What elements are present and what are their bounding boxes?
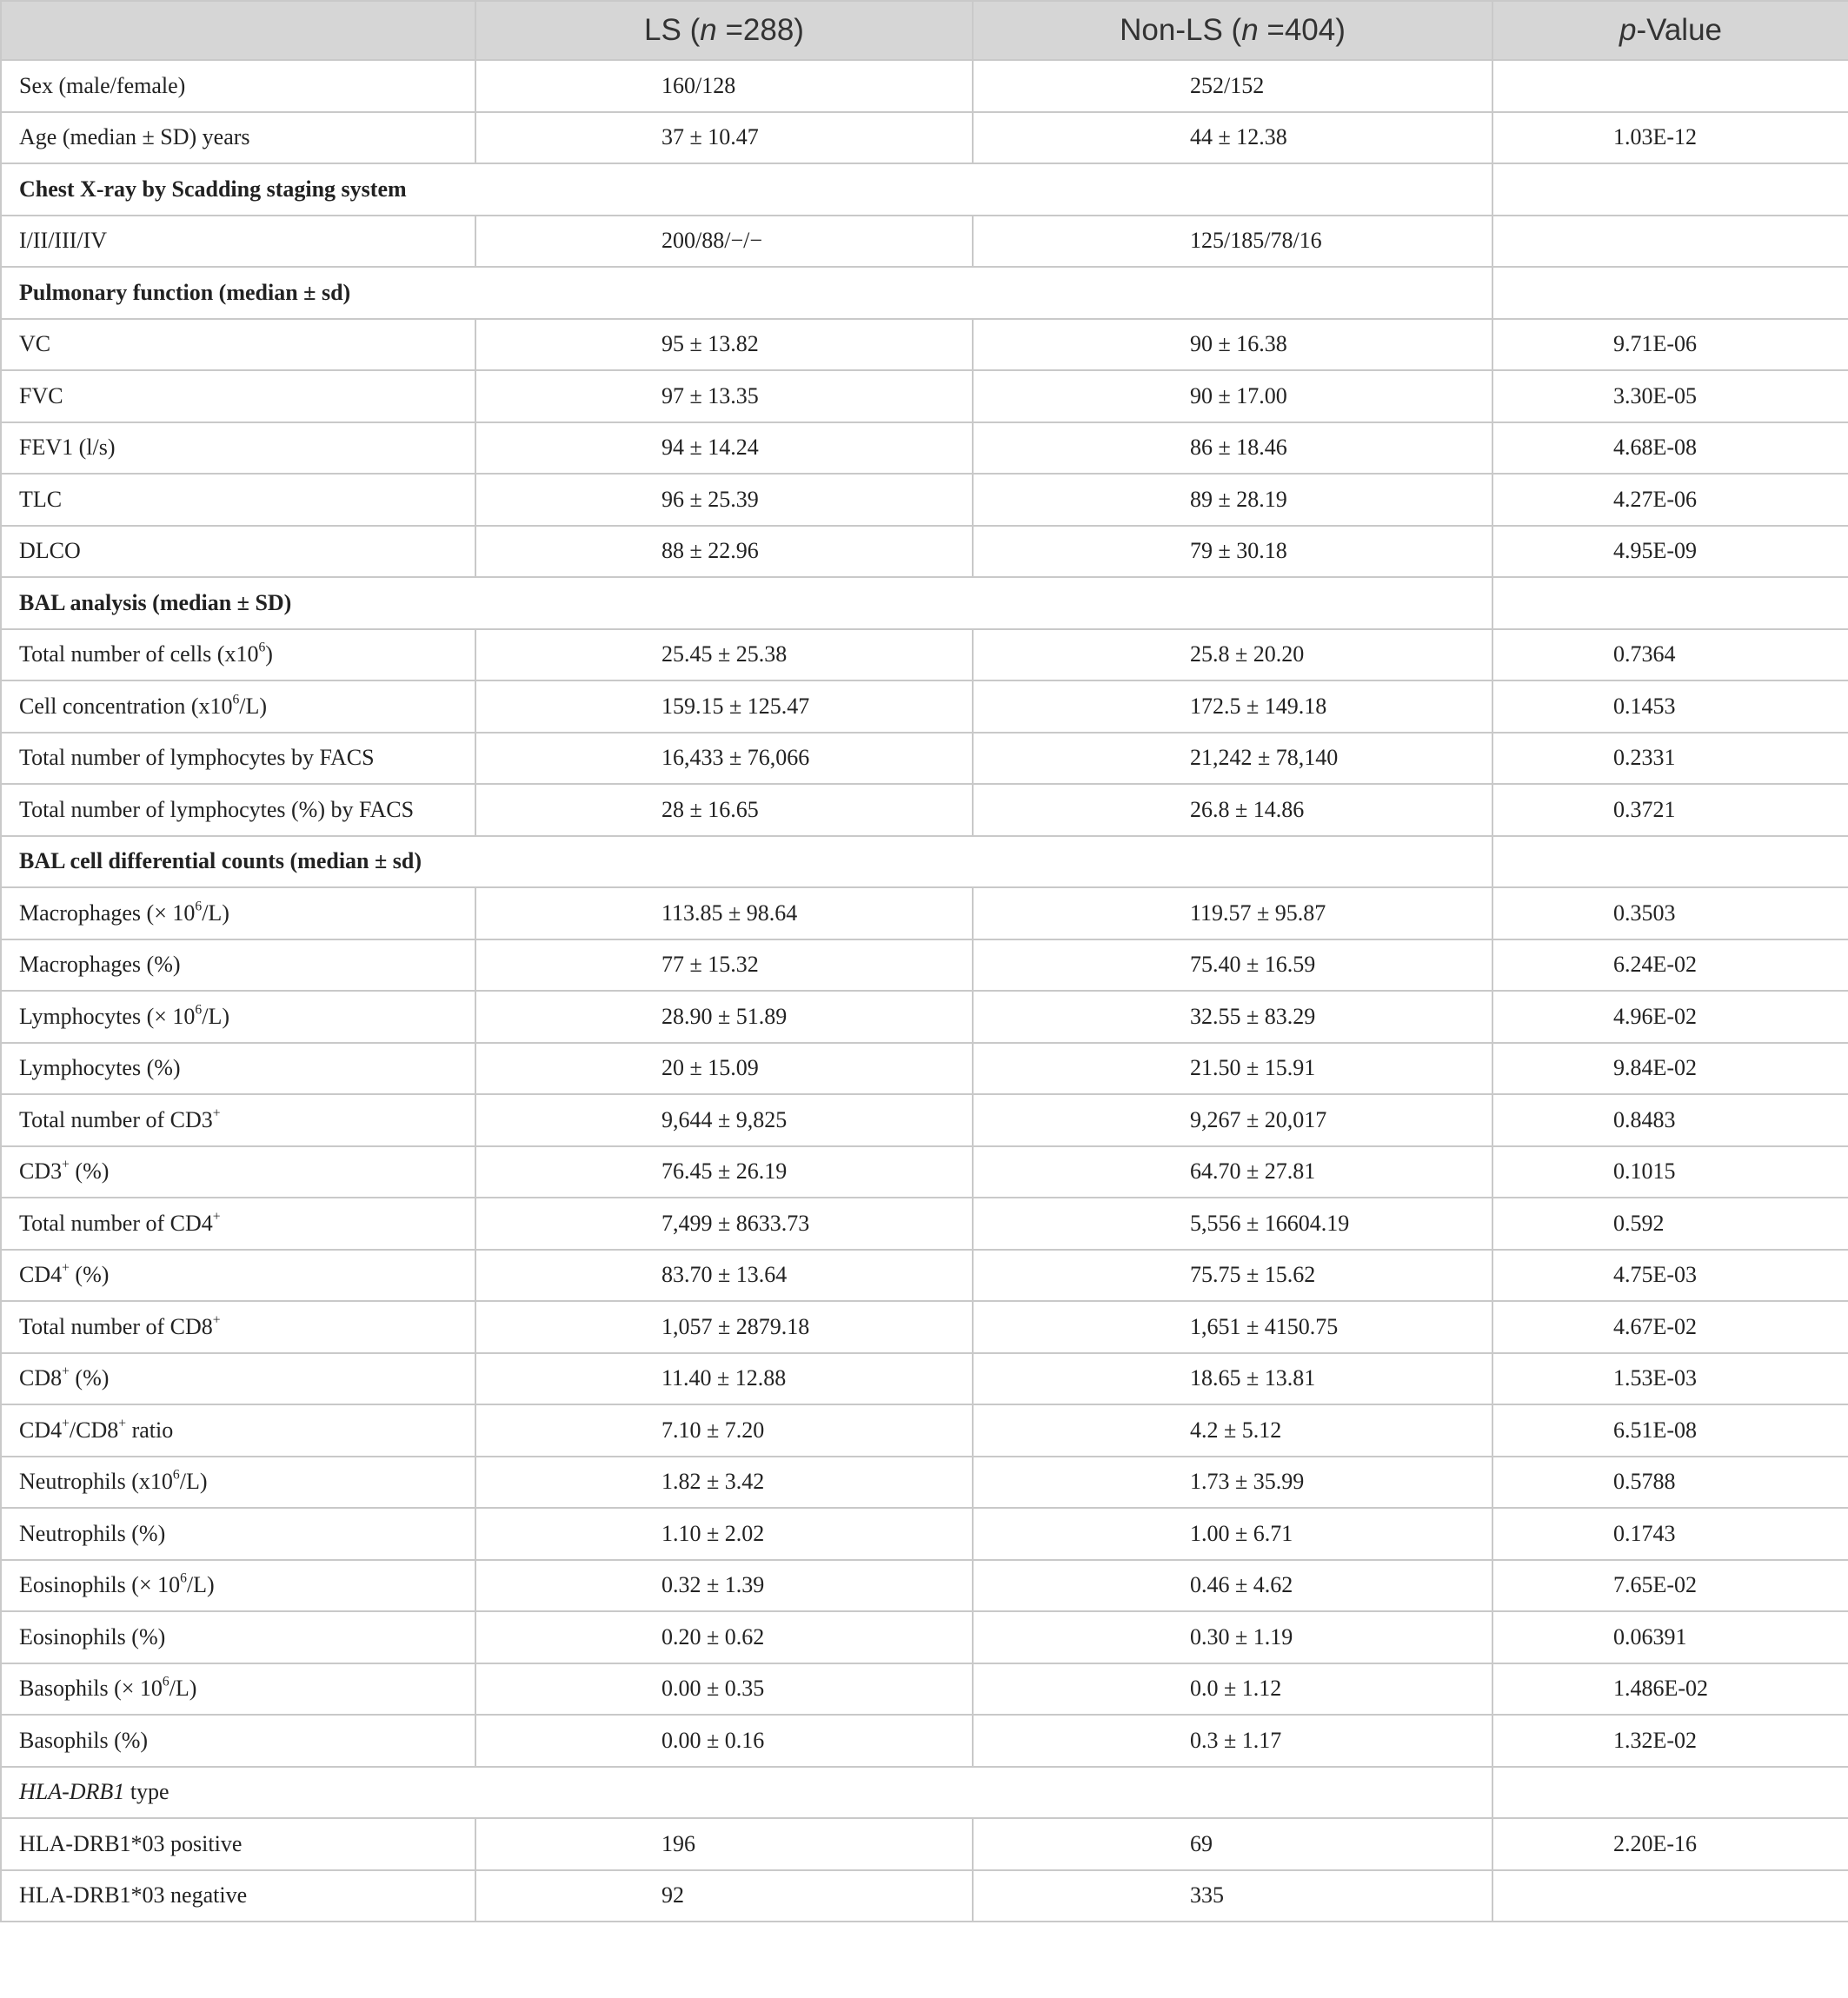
- ls-value: 0.00 ± 0.35: [475, 1663, 973, 1716]
- ls-value: 0.32 ± 1.39: [475, 1560, 973, 1612]
- nonls-value: 9,267 ± 20,017: [973, 1094, 1492, 1146]
- table-row: [1, 1560, 1848, 1612]
- row-label: [1, 1715, 475, 1767]
- label-suffix: /L): [239, 693, 268, 719]
- nonls-value: 252/152: [973, 60, 1492, 112]
- label-superscript: +: [212, 1105, 221, 1121]
- label-suffix: ): [265, 641, 273, 667]
- header-ls-prefix: LS (: [644, 13, 701, 47]
- table-row: [1, 1508, 1848, 1560]
- p-value: 9.71E-06: [1492, 319, 1848, 371]
- row-label: [1, 629, 475, 681]
- p-value: 0.7364: [1492, 629, 1848, 681]
- ls-value: 200/88/−/−: [475, 216, 973, 268]
- section-label: [1, 836, 1492, 888]
- label-text: Neutrophils (%): [19, 1520, 166, 1546]
- row-label: [1, 1353, 475, 1405]
- ls-value: 7,499 ± 8633.73: [475, 1198, 973, 1250]
- label-text: Total number of CD4: [19, 1210, 213, 1236]
- label-text: CD3: [19, 1158, 63, 1185]
- ls-value: 16,433 ± 76,066: [475, 733, 973, 785]
- table-row: [1, 1870, 1848, 1922]
- row-label: [1, 1508, 475, 1560]
- ls-value: 0.20 ± 0.62: [475, 1611, 973, 1663]
- table-row: [1, 1094, 1848, 1146]
- table-row: [1, 370, 1848, 422]
- row-label: [1, 733, 475, 785]
- nonls-value: 90 ± 16.38: [973, 319, 1492, 371]
- label-suffix: /L): [169, 1676, 197, 1702]
- p-value: 9.84E-02: [1492, 1043, 1848, 1095]
- row-label: [1, 370, 475, 422]
- row-label: [1, 991, 475, 1043]
- row-label: [1, 112, 475, 164]
- p-value: 4.75E-03: [1492, 1250, 1848, 1302]
- ls-value: 20 ± 15.09: [475, 1043, 973, 1095]
- row-label: [1, 1457, 475, 1509]
- label-superscript: 6: [172, 1467, 180, 1483]
- p-value: [1492, 163, 1848, 216]
- label-middle: /CD8: [69, 1417, 119, 1443]
- row-label: [1, 939, 475, 992]
- nonls-value: 69: [973, 1818, 1492, 1870]
- ls-value: 160/128: [475, 60, 973, 112]
- label-text: I/II/III/IV: [19, 228, 108, 254]
- p-value: 4.27E-06: [1492, 474, 1848, 526]
- ls-value: 77 ± 15.32: [475, 939, 973, 992]
- label-text: Macrophages (× 10: [19, 899, 196, 926]
- p-value: 6.24E-02: [1492, 939, 1848, 992]
- label-text: Sex (male/female): [19, 72, 186, 98]
- label-superscript: +: [62, 1364, 70, 1379]
- label-text: Total number of CD3: [19, 1106, 213, 1132]
- row-label: [1, 60, 475, 112]
- table-row: [1, 526, 1848, 578]
- label-text: VC: [19, 331, 51, 357]
- label-suffix: ratio: [126, 1417, 174, 1443]
- header-pvalue-p: p: [1619, 13, 1637, 47]
- label-text: HLA-DRB1*03 negative: [19, 1882, 248, 1908]
- p-value: 0.1015: [1492, 1146, 1848, 1198]
- table-row: [1, 887, 1848, 939]
- label-text: Eosinophils (%): [19, 1623, 166, 1650]
- ls-value: 96 ± 25.39: [475, 474, 973, 526]
- section-row: [1, 836, 1848, 888]
- row-label: [1, 887, 475, 939]
- p-value: 0.3721: [1492, 784, 1848, 836]
- row-label: [1, 1198, 475, 1250]
- nonls-value: 21,242 ± 78,140: [973, 733, 1492, 785]
- p-value: 0.592: [1492, 1198, 1848, 1250]
- label-text: CD8: [19, 1365, 63, 1391]
- p-value: [1492, 836, 1848, 888]
- label-suffix: (%): [69, 1262, 110, 1288]
- nonls-value: 79 ± 30.18: [973, 526, 1492, 578]
- label-text: Total number of CD8: [19, 1313, 213, 1339]
- header-nonls-n: n: [1241, 13, 1259, 47]
- label-superscript: +: [118, 1416, 127, 1431]
- ls-value: 83.70 ± 13.64: [475, 1250, 973, 1302]
- label-text: FVC: [19, 382, 63, 408]
- label-superscript: 6: [258, 640, 266, 655]
- table-row: [1, 1198, 1848, 1250]
- p-value: 2.20E-16: [1492, 1818, 1848, 1870]
- label-superscript: +: [62, 1260, 70, 1276]
- table-row: [1, 1404, 1848, 1457]
- table-row: [1, 1663, 1848, 1716]
- label-superscript: +: [212, 1312, 221, 1328]
- label-superscript: 6: [195, 899, 203, 914]
- table-body: [1, 60, 1848, 1922]
- p-value: [1492, 60, 1848, 112]
- label-suffix: /L): [202, 1003, 229, 1029]
- nonls-value: 75.40 ± 16.59: [973, 939, 1492, 992]
- table-row: [1, 112, 1848, 164]
- p-value: 1.53E-03: [1492, 1353, 1848, 1405]
- label-superscript: +: [62, 1416, 70, 1431]
- table-row: [1, 60, 1848, 112]
- table-row: [1, 1818, 1848, 1870]
- nonls-value: 21.50 ± 15.91: [973, 1043, 1492, 1095]
- row-label: [1, 784, 475, 836]
- label-text: CD4: [19, 1262, 63, 1288]
- ls-value: 37 ± 10.47: [475, 112, 973, 164]
- p-value: 0.1453: [1492, 680, 1848, 733]
- nonls-value: 0.46 ± 4.62: [973, 1560, 1492, 1612]
- label-text: Cell concentration (x10: [19, 693, 233, 719]
- section-row: [1, 577, 1848, 629]
- nonls-value: 1.00 ± 6.71: [973, 1508, 1492, 1560]
- nonls-value: 44 ± 12.38: [973, 112, 1492, 164]
- p-value: 4.67E-02: [1492, 1301, 1848, 1353]
- label-superscript: +: [212, 1209, 221, 1225]
- p-value: 4.68E-08: [1492, 422, 1848, 475]
- label-suffix: /L): [202, 899, 229, 926]
- ls-value: 1.82 ± 3.42: [475, 1457, 973, 1509]
- row-label: [1, 526, 475, 578]
- row-label: [1, 1560, 475, 1612]
- p-value: 3.30E-05: [1492, 370, 1848, 422]
- ls-value: 97 ± 13.35: [475, 370, 973, 422]
- row-label: [1, 1767, 1492, 1819]
- p-value: [1492, 267, 1848, 319]
- label-suffix: /L): [179, 1469, 208, 1495]
- table-row: [1, 733, 1848, 785]
- label-text: HLA-DRB1*03 positive: [19, 1830, 243, 1856]
- label-superscript: +: [62, 1157, 70, 1172]
- row-label: [1, 1250, 475, 1302]
- ls-value: 1.10 ± 2.02: [475, 1508, 973, 1560]
- nonls-value: 4.2 ± 5.12: [973, 1404, 1492, 1457]
- ls-value: 7.10 ± 7.20: [475, 1404, 973, 1457]
- table-row: [1, 1146, 1848, 1198]
- section-label-italic: HLA-DRB1: [19, 1779, 125, 1805]
- nonls-value: 90 ± 17.00: [973, 370, 1492, 422]
- label-text: Chest X-ray by Scadding staging system: [19, 176, 407, 202]
- ls-value: 113.85 ± 98.64: [475, 887, 973, 939]
- row-label: [1, 1094, 475, 1146]
- table-row: [1, 784, 1848, 836]
- ls-value: 88 ± 22.96: [475, 526, 973, 578]
- table-row: [1, 216, 1848, 268]
- nonls-value: 172.5 ± 149.18: [973, 680, 1492, 733]
- nonls-value: 335: [973, 1870, 1492, 1922]
- nonls-value: 26.8 ± 14.86: [973, 784, 1492, 836]
- p-value: 6.51E-08: [1492, 1404, 1848, 1457]
- header-ls-suffix: =288): [716, 13, 804, 47]
- label-text: Neutrophils (x10: [19, 1469, 173, 1495]
- nonls-value: 86 ± 18.46: [973, 422, 1492, 475]
- row-label: [1, 422, 475, 475]
- label-text: Total number of lymphocytes (%) by FACS: [19, 796, 415, 822]
- nonls-value: 64.70 ± 27.81: [973, 1146, 1492, 1198]
- row-label: [1, 680, 475, 733]
- label-text: Total number of lymphocytes by FACS: [19, 745, 375, 771]
- section-label: [1, 267, 1492, 319]
- table-header: [1, 1, 1848, 60]
- header-ls-n: n: [700, 13, 717, 47]
- ls-value: 159.15 ± 125.47: [475, 680, 973, 733]
- p-value: 0.1743: [1492, 1508, 1848, 1560]
- label-superscript: 6: [232, 692, 240, 707]
- nonls-value: 0.0 ± 1.12: [973, 1663, 1492, 1716]
- p-value: 0.2331: [1492, 733, 1848, 785]
- nonls-value: 119.57 ± 95.87: [973, 887, 1492, 939]
- nonls-value: 25.8 ± 20.20: [973, 629, 1492, 681]
- row-label: [1, 1404, 475, 1457]
- section-row: [1, 163, 1848, 216]
- table-row: [1, 991, 1848, 1043]
- label-text: CD4: [19, 1417, 63, 1443]
- p-value: [1492, 216, 1848, 268]
- ls-value: 1,057 ± 2879.18: [475, 1301, 973, 1353]
- nonls-value: 1,651 ± 4150.75: [973, 1301, 1492, 1353]
- header-nonls-prefix: Non-LS (: [1120, 13, 1242, 47]
- table-row: [1, 1715, 1848, 1767]
- section-label: [1, 577, 1492, 629]
- label-superscript: 6: [180, 1570, 187, 1586]
- label-text: Pulmonary function (median ± sd): [19, 279, 351, 305]
- p-value: 0.06391: [1492, 1611, 1848, 1663]
- ls-value: 94 ± 14.24: [475, 422, 973, 475]
- row-label: [1, 1611, 475, 1663]
- header-pvalue-suffix: -Value: [1636, 13, 1723, 47]
- table-row: [1, 319, 1848, 371]
- label-superscript: 6: [195, 1002, 203, 1018]
- header-nonls-suffix: =404): [1258, 13, 1346, 47]
- p-value: 1.03E-12: [1492, 112, 1848, 164]
- ls-value: 95 ± 13.82: [475, 319, 973, 371]
- table-row: [1, 629, 1848, 681]
- row-label: [1, 1043, 475, 1095]
- label-text: TLC: [19, 486, 63, 512]
- p-value: 4.96E-02: [1492, 991, 1848, 1043]
- section-label-suffix: type: [124, 1779, 170, 1805]
- table-row: [1, 1301, 1848, 1353]
- label-text: DLCO: [19, 538, 81, 564]
- row-label: [1, 1301, 475, 1353]
- header-pvalue-column: [1492, 1, 1848, 60]
- table-row: [1, 422, 1848, 475]
- label-text: Total number of cells (x10: [19, 641, 259, 667]
- label-text: Basophils (%): [19, 1727, 149, 1753]
- table-row: [1, 1611, 1848, 1663]
- ls-value: 9,644 ± 9,825: [475, 1094, 973, 1146]
- nonls-value: 0.30 ± 1.19: [973, 1611, 1492, 1663]
- table-row: [1, 939, 1848, 992]
- nonls-value: 125/185/78/16: [973, 216, 1492, 268]
- ls-value: 28.90 ± 51.89: [475, 991, 973, 1043]
- row-label: [1, 216, 475, 268]
- p-value: 0.5788: [1492, 1457, 1848, 1509]
- section-row: [1, 1767, 1848, 1819]
- label-text: BAL analysis (median ± SD): [19, 589, 292, 615]
- row-label: [1, 1818, 475, 1870]
- table-row: [1, 474, 1848, 526]
- p-value: 1.486E-02: [1492, 1663, 1848, 1716]
- ls-value: 0.00 ± 0.16: [475, 1715, 973, 1767]
- ls-value: 11.40 ± 12.88: [475, 1353, 973, 1405]
- header-nonls-column: [973, 1, 1492, 60]
- table-row: [1, 1353, 1848, 1405]
- p-value: [1492, 1767, 1848, 1819]
- row-label: [1, 319, 475, 371]
- ls-value: 76.45 ± 26.19: [475, 1146, 973, 1198]
- p-value: 0.8483: [1492, 1094, 1848, 1146]
- ls-value: 28 ± 16.65: [475, 784, 973, 836]
- table-row: [1, 1250, 1848, 1302]
- ls-value: 25.45 ± 25.38: [475, 629, 973, 681]
- nonls-value: 1.73 ± 35.99: [973, 1457, 1492, 1509]
- p-value: [1492, 577, 1848, 629]
- label-text: FEV1 (l/s): [19, 435, 116, 461]
- nonls-value: 5,556 ± 16604.19: [973, 1198, 1492, 1250]
- label-suffix: (%): [69, 1158, 110, 1185]
- section-row: [1, 267, 1848, 319]
- row-label: [1, 1146, 475, 1198]
- table-row: [1, 680, 1848, 733]
- p-value: [1492, 1870, 1848, 1922]
- row-label: [1, 1870, 475, 1922]
- label-text: Lymphocytes (%): [19, 1055, 181, 1081]
- header-ls-column: [475, 1, 973, 60]
- label-text: Eosinophils (× 10: [19, 1572, 181, 1598]
- label-text: Lymphocytes (× 10: [19, 1003, 196, 1029]
- ls-value: 196: [475, 1818, 973, 1870]
- ls-value: 92: [475, 1870, 973, 1922]
- label-text: Basophils (× 10: [19, 1676, 163, 1702]
- row-label: [1, 474, 475, 526]
- p-value: 1.32E-02: [1492, 1715, 1848, 1767]
- label-suffix: /L): [186, 1572, 215, 1598]
- label-text: Age (median ± SD) years: [19, 124, 250, 150]
- p-value: 7.65E-02: [1492, 1560, 1848, 1612]
- nonls-value: 0.3 ± 1.17: [973, 1715, 1492, 1767]
- p-value: 4.95E-09: [1492, 526, 1848, 578]
- nonls-value: 89 ± 28.19: [973, 474, 1492, 526]
- section-label: [1, 163, 1492, 216]
- nonls-value: 18.65 ± 13.81: [973, 1353, 1492, 1405]
- header-label-column: [1, 1, 475, 60]
- nonls-value: 32.55 ± 83.29: [973, 991, 1492, 1043]
- label-text: Macrophages (%): [19, 952, 181, 978]
- p-value: 0.3503: [1492, 887, 1848, 939]
- header-row: [1, 1, 1848, 60]
- row-label: [1, 1663, 475, 1716]
- label-suffix: (%): [69, 1365, 110, 1391]
- table-row: [1, 1043, 1848, 1095]
- label-superscript: 6: [162, 1674, 170, 1689]
- table-row: [1, 1457, 1848, 1509]
- nonls-value: 75.75 ± 15.62: [973, 1250, 1492, 1302]
- label-text: BAL cell differential counts (median ± sd): [19, 848, 422, 874]
